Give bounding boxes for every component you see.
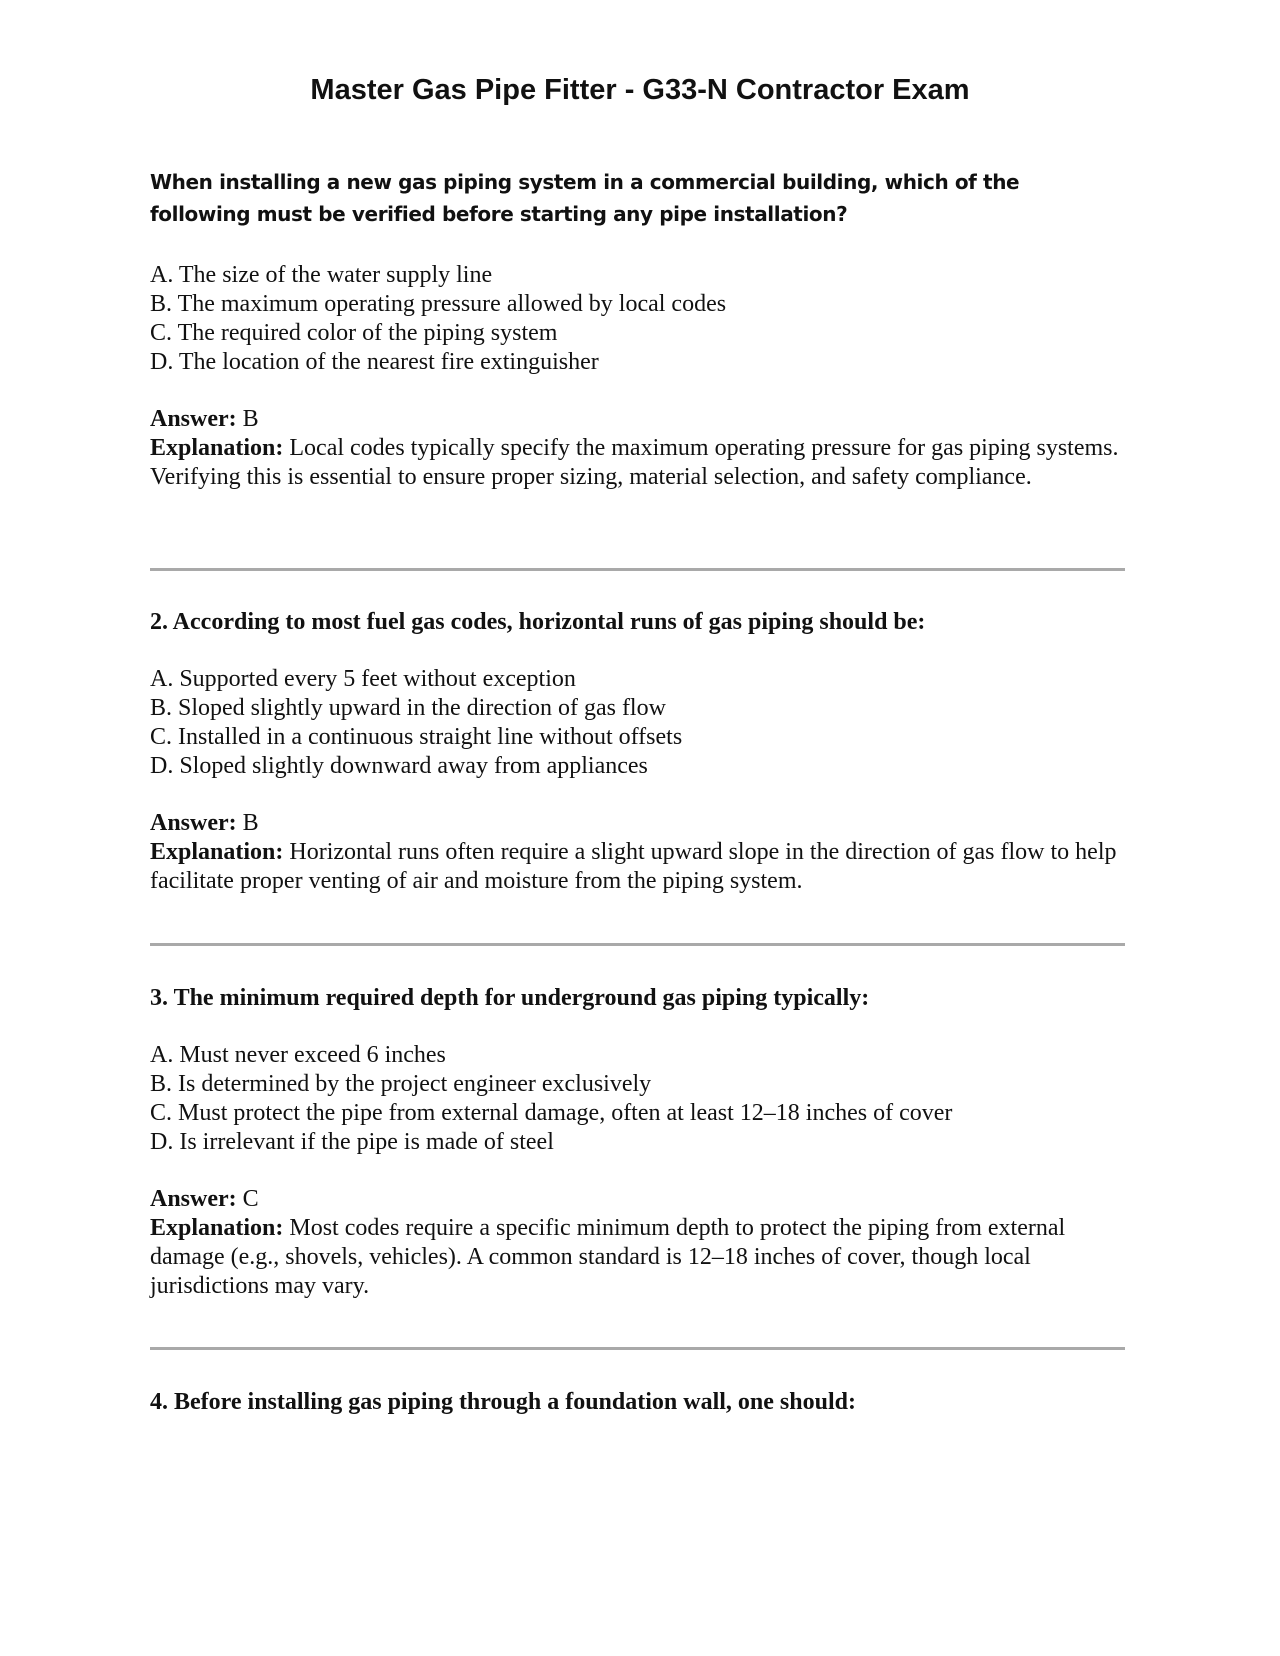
option-d: D. The location of the nearest fire extinguisher <box>150 349 599 375</box>
explanation-line <box>150 1214 1125 1301</box>
answer-label: Answer: <box>150 1186 237 1212</box>
answer-value: C <box>242 1186 259 1212</box>
section-divider <box>150 568 1125 571</box>
answer-label: Answer: <box>150 810 237 836</box>
option-d: D. Is irrelevant if the pipe is made of steel <box>150 1129 554 1155</box>
question-1-answer-block <box>150 405 1125 492</box>
question-3-text: 3. The minimum required depth for underground gas piping typically: <box>150 985 870 1011</box>
answer-label: Answer: <box>150 406 237 432</box>
question-4-text: 4. Before installing gas piping through a foundation wall, one should: <box>150 1389 856 1415</box>
option-c: C. Must protect the pipe from external damage, often at least 12–18 inches of cover <box>150 1100 953 1126</box>
explanation-text: Horizontal runs often require a slight upward slope in the direction of gas flow to help facilitate proper venting of air and moisture from the piping system. <box>150 839 1117 894</box>
option-c: C. The required color of the piping system <box>150 320 558 346</box>
question-2-answer-block <box>150 809 1125 896</box>
option-a: A. Must never exceed 6 inches <box>150 1042 446 1068</box>
question-2-options <box>150 665 1130 781</box>
section-divider <box>150 1347 1125 1350</box>
explanation-line <box>150 434 1125 492</box>
explanation-text: Local codes typically specify the maximum operating pressure for gas piping systems. Verifying this is essential to ensure proper sizing, material selection, and safety compliance. <box>150 435 1119 490</box>
option-a: A. The size of the water supply line <box>150 262 493 288</box>
answer-line <box>150 809 1125 838</box>
section-divider <box>150 943 1125 946</box>
page-title: Master Gas Pipe Fitter - G33-N Contractor Exam <box>310 74 970 106</box>
answer-value: B <box>242 810 259 836</box>
explanation-line <box>150 838 1125 896</box>
explanation-label: Explanation: <box>150 435 284 461</box>
answer-line <box>150 405 1125 434</box>
explanation-label: Explanation: <box>150 1215 284 1241</box>
explanation-text: Most codes require a specific minimum depth to protect the piping from external damage (e.g., shovels, vehicles). A common standard is 12–18 inches of cover, though local jurisdictions may vary. <box>150 1215 1066 1299</box>
question-2-text: 2. According to most fuel gas codes, horizontal runs of gas piping should be: <box>150 609 926 635</box>
option-d: D. Sloped slightly downward away from appliances <box>150 753 648 779</box>
option-b: B. Is determined by the project engineer exclusively <box>150 1071 652 1097</box>
question-1-options <box>150 261 1130 377</box>
option-c: C. Installed in a continuous straight line without offsets <box>150 724 683 750</box>
question-3-options <box>150 1041 1130 1157</box>
answer-value: B <box>242 406 259 432</box>
answer-line <box>150 1185 1125 1214</box>
question-3-answer-block <box>150 1185 1125 1301</box>
explanation-label: Explanation: <box>150 839 284 865</box>
option-b: B. Sloped slightly upward in the direction of gas flow <box>150 695 666 721</box>
option-b: B. The maximum operating pressure allowed by local codes <box>150 291 727 317</box>
question-1-text: When installing a new gas piping system in a commercial building, which of the following must be verified before starting any pipe installation? <box>150 170 1020 226</box>
option-a: A. Supported every 5 feet without exception <box>150 666 576 692</box>
